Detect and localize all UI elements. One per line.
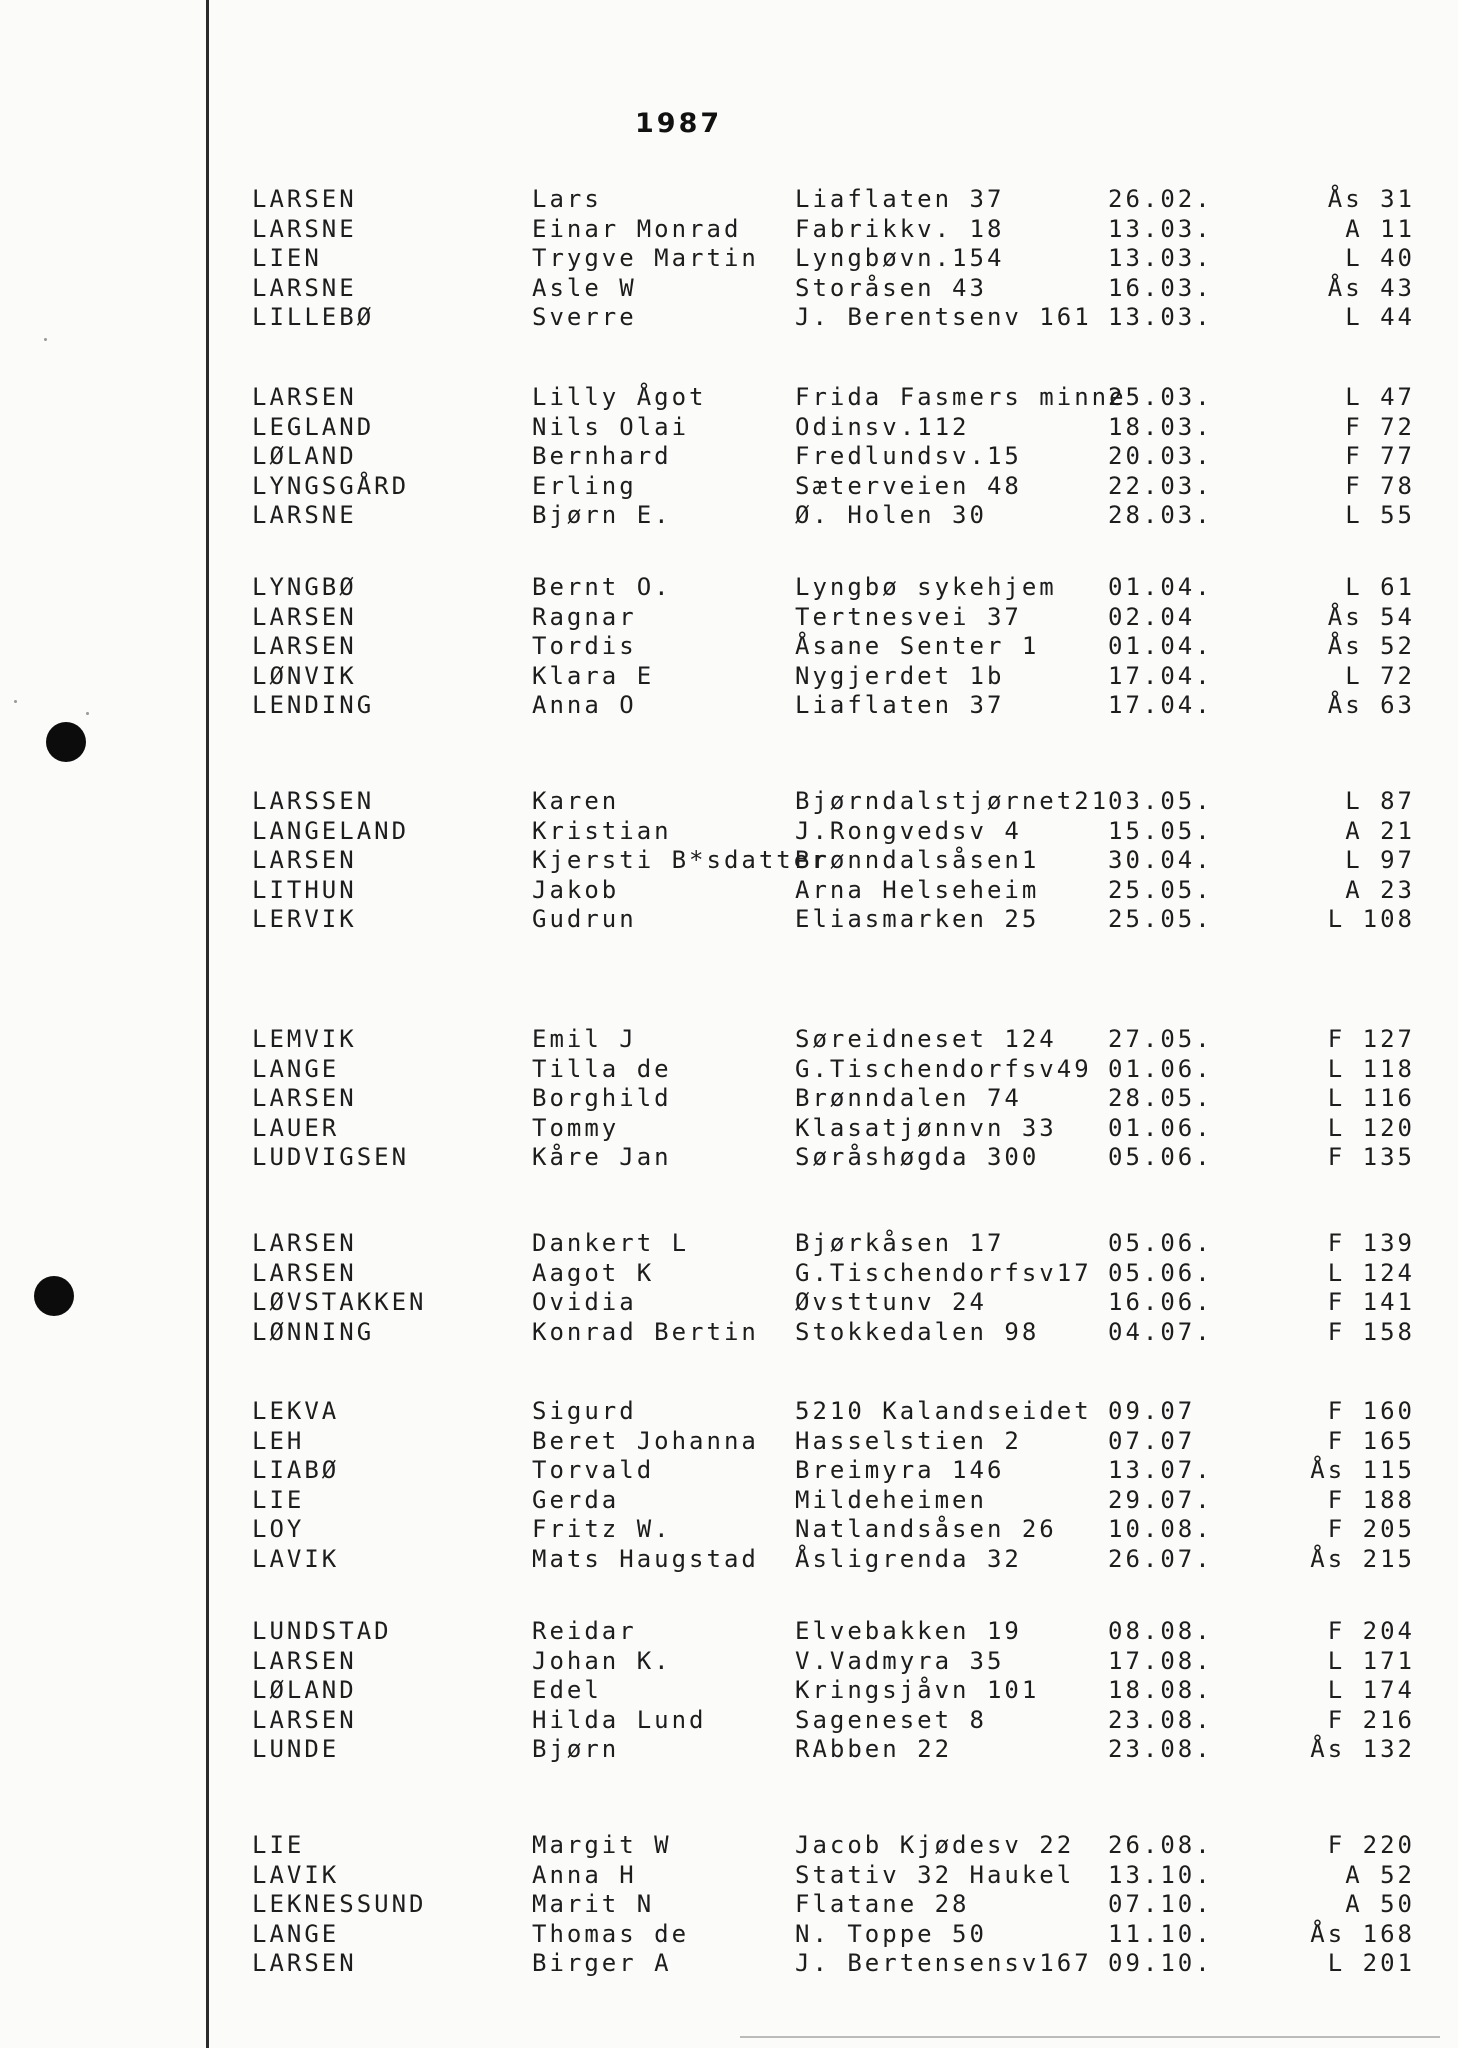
surname: LARSEN (252, 1706, 357, 1734)
entry-row (0, 1083, 1458, 1113)
district-code: F 165 (1327, 1427, 1415, 1455)
given-name: Asle W (532, 274, 637, 302)
entry-row (0, 1675, 1458, 1705)
date: 01.04. (1108, 632, 1213, 660)
date: 26.08. (1108, 1831, 1213, 1859)
surname: LIE (252, 1831, 305, 1859)
date: 16.03. (1108, 274, 1213, 302)
district-code: L 47 (1345, 383, 1415, 411)
surname: LØNNING (252, 1318, 375, 1346)
given-name: Bernt O. (532, 573, 672, 601)
address: Mildeheimen (795, 1486, 987, 1514)
surname: LANGE (252, 1055, 340, 1083)
given-name: Konrad Bertin (532, 1318, 759, 1346)
address: RAbben 22 (795, 1735, 953, 1763)
district-code: A 50 (1345, 1890, 1415, 1918)
given-name: Reidar (532, 1617, 637, 1645)
entry-row (0, 441, 1458, 471)
address: Hasselstien 2 (795, 1427, 1022, 1455)
surname: LØLAND (252, 442, 357, 470)
entry-row (0, 1734, 1458, 1764)
address: Stativ 32 Haukel (795, 1861, 1075, 1889)
date: 13.10. (1108, 1861, 1213, 1889)
given-name: Tommy (532, 1114, 620, 1142)
address: Lyngbø sykehjem (795, 573, 1057, 601)
surname: LØVSTAKKEN (252, 1288, 427, 1316)
address: Ø. Holen 30 (795, 501, 987, 529)
given-name: Marit N (532, 1890, 655, 1918)
surname: LUNDSTAD (252, 1617, 392, 1645)
address: N. Toppe 50 (795, 1920, 987, 1948)
date: 07.07 (1108, 1427, 1196, 1455)
given-name: Nils Olai (532, 413, 690, 441)
entry-row (0, 412, 1458, 442)
given-name: Einar Monrad (532, 215, 742, 243)
date: 28.03. (1108, 501, 1213, 529)
entry-row (0, 572, 1458, 602)
date: 27.05. (1108, 1025, 1213, 1053)
entry-row (0, 1889, 1458, 1919)
surname: LARSNE (252, 501, 357, 529)
page-year: 1987 (635, 108, 723, 139)
address: Lyngbøvn.154 (795, 244, 1005, 272)
address: G.Tischendorfsv49 (795, 1055, 1092, 1083)
paper-speck (44, 338, 47, 341)
entry-row (0, 1317, 1458, 1347)
entry-row (0, 845, 1458, 875)
bottom-edge-line (740, 2036, 1440, 2038)
entry-row (0, 1142, 1458, 1172)
given-name: Lars (532, 185, 602, 213)
date: 13.07. (1108, 1456, 1213, 1484)
address: J.Rongvedsv 4 (795, 817, 1022, 845)
date: 08.08. (1108, 1617, 1213, 1645)
entry-row (0, 1919, 1458, 1949)
surname: LØLAND (252, 1676, 357, 1704)
surname: LIE (252, 1486, 305, 1514)
date: 25.05. (1108, 905, 1213, 933)
surname: LARSEN (252, 1259, 357, 1287)
entry-row (0, 1054, 1458, 1084)
surname: LAUER (252, 1114, 340, 1142)
entry-row (0, 1485, 1458, 1515)
given-name: Fritz W. (532, 1515, 672, 1543)
given-name: Edel (532, 1676, 602, 1704)
date: 02.04 (1108, 603, 1196, 631)
date: 28.05. (1108, 1084, 1213, 1112)
given-name: Ragnar (532, 603, 637, 631)
entry-row (0, 184, 1458, 214)
given-name: Lilly Ågot (532, 383, 707, 411)
surname: LIEN (252, 244, 322, 272)
entry-row (0, 875, 1458, 905)
district-code: Ås 63 (1327, 691, 1415, 719)
entry-row (0, 1024, 1458, 1054)
address: 5210 Kalandseidet (795, 1397, 1092, 1425)
date: 18.08. (1108, 1676, 1213, 1704)
surname: LARSEN (252, 383, 357, 411)
given-name: Kristian (532, 817, 672, 845)
given-name: Mats Haugstad (532, 1545, 759, 1573)
address: Fabrikkv. 18 (795, 215, 1005, 243)
given-name: Aagot K (532, 1259, 655, 1287)
date: 20.03. (1108, 442, 1213, 470)
surname: LEKVA (252, 1397, 340, 1425)
district-code: L 116 (1327, 1084, 1415, 1112)
address: Sageneset 8 (795, 1706, 987, 1734)
district-code: F 205 (1327, 1515, 1415, 1543)
given-name: Sigurd (532, 1397, 637, 1425)
surname: LARSEN (252, 846, 357, 874)
surname: LARSEN (252, 1949, 357, 1977)
address: Kringsjåvn 101 (795, 1676, 1040, 1704)
entry-row (0, 1426, 1458, 1456)
surname: LILLEBØ (252, 303, 375, 331)
address: Flatane 28 (795, 1890, 970, 1918)
date: 05.06. (1108, 1229, 1213, 1257)
given-name: Hilda Lund (532, 1706, 707, 1734)
surname: LYNGSGÅRD (252, 472, 410, 500)
district-code: F 77 (1345, 442, 1415, 470)
district-code: L 87 (1345, 787, 1415, 815)
district-code: F 141 (1327, 1288, 1415, 1316)
given-name: Erling (532, 472, 637, 500)
given-name: Birger A (532, 1949, 672, 1977)
date: 01.06. (1108, 1114, 1213, 1142)
given-name: Bernhard (532, 442, 672, 470)
given-name: Jakob (532, 876, 620, 904)
address: Bjørndalstjørnet21 (795, 787, 1110, 815)
date: 23.08. (1108, 1706, 1213, 1734)
entry-row (0, 690, 1458, 720)
surname: LARSNE (252, 215, 357, 243)
address: Storåsen 43 (795, 274, 987, 302)
date: 11.10. (1108, 1920, 1213, 1948)
district-code: Ås 215 (1310, 1545, 1415, 1573)
district-code: L 171 (1327, 1647, 1415, 1675)
address: Arna Helseheim (795, 876, 1040, 904)
given-name: Johan K. (532, 1647, 672, 1675)
district-code: F 135 (1327, 1143, 1415, 1171)
given-name: Bjørn (532, 1735, 620, 1763)
given-name: Anna H (532, 1861, 637, 1889)
entry-row (0, 1544, 1458, 1574)
entry-row (0, 816, 1458, 846)
surname: LERVIK (252, 905, 357, 933)
district-code: Ås 168 (1310, 1920, 1415, 1948)
surname: LARSEN (252, 1084, 357, 1112)
address: Brønndalen 74 (795, 1084, 1022, 1112)
entry-row (0, 661, 1458, 691)
district-code: L 174 (1327, 1676, 1415, 1704)
entry-row (0, 1455, 1458, 1485)
address: Natlandsåsen 26 (795, 1515, 1057, 1543)
surname: LUNDE (252, 1735, 340, 1763)
entry-row (0, 382, 1458, 412)
given-name: Anna O (532, 691, 637, 719)
district-code: F 204 (1327, 1617, 1415, 1645)
surname: LEH (252, 1427, 305, 1455)
entry-row (0, 631, 1458, 661)
date: 30.04. (1108, 846, 1213, 874)
district-code: L 201 (1327, 1949, 1415, 1977)
address: Stokkedalen 98 (795, 1318, 1040, 1346)
surname: LØNVIK (252, 662, 357, 690)
district-code: F 216 (1327, 1706, 1415, 1734)
entry-row (0, 1258, 1458, 1288)
surname: LARSEN (252, 603, 357, 631)
address: V.Vadmyra 35 (795, 1647, 1005, 1675)
district-code: F 220 (1327, 1831, 1415, 1859)
district-code: F 139 (1327, 1229, 1415, 1257)
district-code: F 188 (1327, 1486, 1415, 1514)
address: Klasatjønnvn 33 (795, 1114, 1057, 1142)
entry-row (0, 786, 1458, 816)
given-name: Dankert L (532, 1229, 690, 1257)
address: Liaflaten 37 (795, 185, 1005, 213)
surname: LEGLAND (252, 413, 375, 441)
address: Jacob Kjødesv 22 (795, 1831, 1075, 1859)
address: Sæterveien 48 (795, 472, 1022, 500)
entry-row (0, 1287, 1458, 1317)
district-code: A 52 (1345, 1861, 1415, 1889)
given-name: Margit W (532, 1831, 672, 1859)
date: 05.06. (1108, 1143, 1213, 1171)
address: Søreidneset 124 (795, 1025, 1057, 1053)
district-code: Ås 132 (1310, 1735, 1415, 1763)
date: 26.02. (1108, 185, 1213, 213)
district-code: F 160 (1327, 1397, 1415, 1425)
date: 25.03. (1108, 383, 1213, 411)
date: 26.07. (1108, 1545, 1213, 1573)
district-code: L 124 (1327, 1259, 1415, 1287)
given-name: Ovidia (532, 1288, 637, 1316)
address: Brønndalsåsen1 (795, 846, 1040, 874)
date: 17.04. (1108, 691, 1213, 719)
date: 17.04. (1108, 662, 1213, 690)
date: 22.03. (1108, 472, 1213, 500)
entry-row (0, 273, 1458, 303)
district-code: F 158 (1327, 1318, 1415, 1346)
given-name: Klara E (532, 662, 655, 690)
address: Frida Fasmers minne (795, 383, 1127, 411)
surname: LARSEN (252, 185, 357, 213)
entry-row (0, 1860, 1458, 1890)
entry-row (0, 602, 1458, 632)
date: 13.03. (1108, 303, 1213, 331)
district-code: L 55 (1345, 501, 1415, 529)
surname: LYNGBØ (252, 573, 357, 601)
address: J. Berentsenv 161 (795, 303, 1092, 331)
district-code: L 120 (1327, 1114, 1415, 1142)
date: 07.10. (1108, 1890, 1213, 1918)
date: 29.07. (1108, 1486, 1213, 1514)
entry-row (0, 1616, 1458, 1646)
entry-row (0, 1514, 1458, 1544)
surname: LARSEN (252, 632, 357, 660)
given-name: Gerda (532, 1486, 620, 1514)
date: 01.04. (1108, 573, 1213, 601)
entry-row (0, 243, 1458, 273)
given-name: Thomas de (532, 1920, 690, 1948)
address: Breimyra 146 (795, 1456, 1005, 1484)
date: 15.05. (1108, 817, 1213, 845)
entry-row (0, 214, 1458, 244)
surname: LAVIK (252, 1861, 340, 1889)
district-code: Ås 52 (1327, 632, 1415, 660)
given-name: Sverre (532, 303, 637, 331)
given-name: Karen (532, 787, 620, 815)
surname: LITHUN (252, 876, 357, 904)
district-code: Ås 54 (1327, 603, 1415, 631)
district-code: F 127 (1327, 1025, 1415, 1053)
given-name: Kåre Jan (532, 1143, 672, 1171)
entry-row (0, 1646, 1458, 1676)
district-code: L 44 (1345, 303, 1415, 331)
given-name: Kjersti B*sdatter (532, 846, 829, 874)
district-code: L 40 (1345, 244, 1415, 272)
entry-row (0, 500, 1458, 530)
entry-row (0, 904, 1458, 934)
district-code: L 61 (1345, 573, 1415, 601)
given-name: Borghild (532, 1084, 672, 1112)
address: Nygjerdet 1b (795, 662, 1005, 690)
surname: LAVIK (252, 1545, 340, 1573)
date: 09.10. (1108, 1949, 1213, 1977)
date: 16.06. (1108, 1288, 1213, 1316)
address: Søråshøgda 300 (795, 1143, 1040, 1171)
surname: LUDVIGSEN (252, 1143, 410, 1171)
punch-hole (46, 722, 86, 762)
given-name: Gudrun (532, 905, 637, 933)
surname: LOY (252, 1515, 305, 1543)
date: 03.05. (1108, 787, 1213, 815)
address: Åsane Senter 1 (795, 632, 1040, 660)
given-name: Torvald (532, 1456, 655, 1484)
surname: LIABØ (252, 1456, 340, 1484)
district-code: Ås 43 (1327, 274, 1415, 302)
district-code: Ås 31 (1327, 185, 1415, 213)
entry-row (0, 1830, 1458, 1860)
given-name: Beret Johanna (532, 1427, 759, 1455)
address: Bjørkåsen 17 (795, 1229, 1005, 1257)
date: 09.07 (1108, 1397, 1196, 1425)
district-code: Ås 115 (1310, 1456, 1415, 1484)
surname: LANGE (252, 1920, 340, 1948)
district-code: L 97 (1345, 846, 1415, 874)
address: J. Bertensensv167 (795, 1949, 1092, 1977)
address: Odinsv.112 (795, 413, 970, 441)
entry-row (0, 1396, 1458, 1426)
entry-row (0, 1113, 1458, 1143)
date: 05.06. (1108, 1259, 1213, 1287)
date: 13.03. (1108, 215, 1213, 243)
surname: LEKNESSUND (252, 1890, 427, 1918)
address: Eliasmarken 25 (795, 905, 1040, 933)
date: 10.08. (1108, 1515, 1213, 1543)
given-name: Trygve Martin (532, 244, 759, 272)
address: Åsligrenda 32 (795, 1545, 1022, 1573)
entry-row (0, 1948, 1458, 1978)
date: 01.06. (1108, 1055, 1213, 1083)
date: 17.08. (1108, 1647, 1213, 1675)
surname: LEMVIK (252, 1025, 357, 1053)
surname: LARSSEN (252, 787, 375, 815)
surname: LANGELAND (252, 817, 410, 845)
entry-row (0, 1705, 1458, 1735)
date: 25.05. (1108, 876, 1213, 904)
address: Tertnesvei 37 (795, 603, 1022, 631)
entry-row (0, 1228, 1458, 1258)
date: 18.03. (1108, 413, 1213, 441)
surname: LARSEN (252, 1647, 357, 1675)
date: 13.03. (1108, 244, 1213, 272)
surname: LARSEN (252, 1229, 357, 1257)
date: 04.07. (1108, 1318, 1213, 1346)
date: 23.08. (1108, 1735, 1213, 1763)
address: Elvebakken 19 (795, 1617, 1022, 1645)
given-name: Bjørn E. (532, 501, 672, 529)
address: Øvsttunv 24 (795, 1288, 987, 1316)
district-code: L 72 (1345, 662, 1415, 690)
given-name: Tordis (532, 632, 637, 660)
district-code: A 23 (1345, 876, 1415, 904)
district-code: A 21 (1345, 817, 1415, 845)
address: G.Tischendorfsv17 (795, 1259, 1092, 1287)
entry-row (0, 471, 1458, 501)
district-code: A 11 (1345, 215, 1415, 243)
surname: LARSNE (252, 274, 357, 302)
district-code: L 108 (1327, 905, 1415, 933)
address: Fredlundsv.15 (795, 442, 1022, 470)
district-code: F 78 (1345, 472, 1415, 500)
address: Liaflaten 37 (795, 691, 1005, 719)
given-name: Tilla de (532, 1055, 672, 1083)
entry-row (0, 302, 1458, 332)
district-code: L 118 (1327, 1055, 1415, 1083)
surname: LENDING (252, 691, 375, 719)
given-name: Emil J (532, 1025, 637, 1053)
district-code: F 72 (1345, 413, 1415, 441)
